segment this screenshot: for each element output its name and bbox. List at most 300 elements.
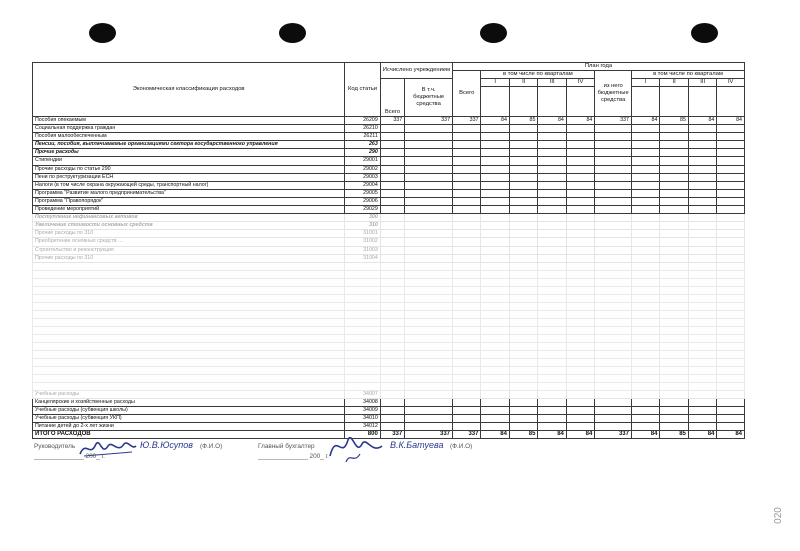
blank-cell xyxy=(538,310,566,318)
table-row-blank xyxy=(33,302,745,310)
row-value-cell xyxy=(509,149,537,157)
row-value-cell xyxy=(453,398,481,406)
header-q1: I xyxy=(481,79,509,87)
blank-cell xyxy=(453,374,481,382)
blank-cell xyxy=(380,382,404,390)
row-value-cell xyxy=(688,398,716,406)
row-value-cell xyxy=(631,414,659,422)
row-value-cell: 84 xyxy=(566,117,594,125)
row-value-cell xyxy=(405,173,453,181)
row-value-cell xyxy=(631,189,659,197)
row-value-cell xyxy=(595,214,632,222)
blank-cell xyxy=(481,342,509,350)
row-value-cell: 84 xyxy=(481,117,509,125)
row-value-cell xyxy=(566,133,594,141)
row-value-cell xyxy=(631,390,659,398)
blank-cell xyxy=(717,270,745,278)
row-value-cell xyxy=(453,157,481,165)
table-header xyxy=(33,63,745,117)
row-value-cell xyxy=(509,165,537,173)
blank-cell xyxy=(538,302,566,310)
punch-hole-3 xyxy=(480,23,507,43)
row-code: 29004 xyxy=(345,181,381,189)
blank-cell xyxy=(345,382,381,390)
header-q2: II xyxy=(509,79,537,87)
blank-cell xyxy=(717,294,745,302)
blank-cell xyxy=(33,286,345,294)
header-q1: I xyxy=(631,79,659,87)
row-value-cell xyxy=(405,214,453,222)
blank-cell xyxy=(345,278,381,286)
row-value-cell xyxy=(595,414,632,422)
row-value-cell: 85 xyxy=(660,431,688,439)
blank-cell xyxy=(481,334,509,342)
table-body xyxy=(33,117,745,439)
row-code: 31001 xyxy=(345,230,381,238)
row-value-cell xyxy=(631,238,659,246)
row-value-cell xyxy=(688,254,716,262)
blank-cell xyxy=(717,286,745,294)
blank-cell xyxy=(660,302,688,310)
row-value-cell xyxy=(405,206,453,214)
blank-cell xyxy=(345,342,381,350)
row-value-cell xyxy=(660,206,688,214)
row-value-cell xyxy=(660,406,688,414)
row-value-cell xyxy=(688,423,716,431)
row-value-cell xyxy=(566,157,594,165)
row-value-cell xyxy=(481,181,509,189)
row-label: Программа "Правопорядок" xyxy=(33,197,345,205)
row-value-cell xyxy=(717,398,745,406)
punch-hole-1 xyxy=(89,23,116,43)
table-row xyxy=(33,173,745,181)
row-value-cell xyxy=(717,246,745,254)
row-value-cell xyxy=(405,238,453,246)
row-value-cell xyxy=(660,157,688,165)
blank-cell xyxy=(566,326,594,334)
row-value-cell xyxy=(453,406,481,414)
table-row-blank xyxy=(33,382,745,390)
blank-cell xyxy=(566,382,594,390)
row-value-cell xyxy=(481,254,509,262)
row-value-cell xyxy=(481,173,509,181)
row-value-cell xyxy=(538,414,566,422)
row-label: Стипендии xyxy=(33,157,345,165)
header-quarters-all: в том числе по кварталам xyxy=(481,71,595,79)
blank-cell xyxy=(688,366,716,374)
blank-cell xyxy=(405,294,453,302)
row-value-cell xyxy=(453,133,481,141)
row-value-cell xyxy=(631,423,659,431)
row-value-cell xyxy=(538,206,566,214)
row-value-cell xyxy=(688,214,716,222)
table-row xyxy=(33,189,745,197)
row-value-cell xyxy=(380,181,404,189)
row-value-cell xyxy=(566,222,594,230)
blank-cell xyxy=(538,270,566,278)
row-value-cell xyxy=(380,125,404,133)
row-value-cell xyxy=(717,133,745,141)
row-value-cell xyxy=(631,197,659,205)
row-value-cell xyxy=(595,149,632,157)
blank-cell xyxy=(405,350,453,358)
blank-cell xyxy=(595,342,632,350)
row-value-cell: 84 xyxy=(688,117,716,125)
blank-cell xyxy=(405,334,453,342)
row-code: 29029 xyxy=(345,206,381,214)
row-value-cell xyxy=(688,238,716,246)
row-value-cell xyxy=(595,238,632,246)
blank-cell xyxy=(405,286,453,294)
row-value-cell xyxy=(660,254,688,262)
blank-cell xyxy=(538,382,566,390)
row-value-cell xyxy=(717,149,745,157)
row-value-cell xyxy=(566,246,594,254)
blank-cell xyxy=(688,358,716,366)
blank-cell xyxy=(509,342,537,350)
row-value-cell xyxy=(538,165,566,173)
row-value-cell xyxy=(481,214,509,222)
blank-cell xyxy=(509,302,537,310)
blank-cell xyxy=(509,326,537,334)
row-value-cell xyxy=(688,222,716,230)
blank-cell xyxy=(380,342,404,350)
row-value-cell xyxy=(453,414,481,422)
blank-cell xyxy=(345,262,381,270)
head-date: ______________ 200_ г. xyxy=(34,453,105,460)
row-value-cell xyxy=(717,423,745,431)
row-value-cell xyxy=(717,238,745,246)
row-value-cell xyxy=(717,157,745,165)
blank-cell xyxy=(595,334,632,342)
row-value-cell xyxy=(380,238,404,246)
blank-cell xyxy=(380,318,404,326)
blank-cell xyxy=(509,358,537,366)
row-value-cell xyxy=(453,141,481,149)
row-value-cell xyxy=(688,189,716,197)
blank-cell xyxy=(688,262,716,270)
row-value-cell xyxy=(538,214,566,222)
row-label: Пени по реструктуризации ЕСН xyxy=(33,173,345,181)
row-value-cell xyxy=(405,141,453,149)
row-value-cell xyxy=(717,406,745,414)
row-value-cell xyxy=(566,149,594,157)
blank-cell xyxy=(631,382,659,390)
row-value-cell xyxy=(595,125,632,133)
blank-cell xyxy=(481,278,509,286)
row-value-cell xyxy=(509,189,537,197)
row-value-cell xyxy=(595,390,632,398)
row-value-cell xyxy=(481,238,509,246)
blank-cell xyxy=(538,342,566,350)
row-value-cell xyxy=(481,390,509,398)
blank-cell xyxy=(566,286,594,294)
blank-cell xyxy=(688,270,716,278)
row-label: ИТОГО РАСХОДОВ xyxy=(33,431,345,439)
blank-cell xyxy=(405,374,453,382)
row-value-cell: 84 xyxy=(631,431,659,439)
row-value-cell xyxy=(453,222,481,230)
row-code: 31003 xyxy=(345,246,381,254)
blank-cell xyxy=(717,382,745,390)
row-value-cell: 337 xyxy=(380,117,404,125)
blank-cell xyxy=(595,286,632,294)
blank-cell xyxy=(33,270,345,278)
row-value-cell xyxy=(595,141,632,149)
table-row xyxy=(33,197,745,205)
blank-cell xyxy=(631,366,659,374)
row-code: 310 xyxy=(345,222,381,230)
blank-cell xyxy=(660,262,688,270)
table-row-blank xyxy=(33,262,745,270)
row-code: 300 xyxy=(345,214,381,222)
row-code: 26211 xyxy=(345,133,381,141)
blank-cell xyxy=(717,374,745,382)
row-value-cell xyxy=(566,181,594,189)
row-value-cell xyxy=(538,222,566,230)
row-value-cell xyxy=(566,414,594,422)
punch-hole-2 xyxy=(279,23,306,43)
row-value-cell: 84 xyxy=(566,431,594,439)
blank-cell xyxy=(660,374,688,382)
row-value-cell xyxy=(631,246,659,254)
blank-cell xyxy=(345,318,381,326)
blank-cell xyxy=(717,262,745,270)
blank-cell xyxy=(688,350,716,358)
accountant-name-hint: (Ф.И.О) xyxy=(450,443,473,450)
blank-cell xyxy=(688,302,716,310)
accountant-signature xyxy=(326,426,386,471)
row-value-cell xyxy=(660,246,688,254)
row-value-cell xyxy=(688,133,716,141)
row-value-cell xyxy=(631,125,659,133)
row-value-cell xyxy=(380,406,404,414)
row-value-cell xyxy=(688,246,716,254)
blank-cell xyxy=(509,366,537,374)
blank-cell xyxy=(566,334,594,342)
blank-cell xyxy=(538,326,566,334)
row-label: Поступление нефинансовых активов xyxy=(33,214,345,222)
table-row xyxy=(33,141,745,149)
row-value-cell xyxy=(688,197,716,205)
blank-cell xyxy=(380,326,404,334)
row-value-cell xyxy=(566,423,594,431)
blank-cell xyxy=(345,310,381,318)
row-value-cell xyxy=(631,181,659,189)
row-value-cell: 84 xyxy=(538,431,566,439)
row-value-cell: 337 xyxy=(380,431,404,439)
header-q2: II xyxy=(660,79,688,87)
row-value-cell xyxy=(509,398,537,406)
row-label: Питание детей до 2-х лет жизни xyxy=(33,423,345,431)
blank-cell xyxy=(595,382,632,390)
blank-cell xyxy=(660,350,688,358)
row-value-cell xyxy=(481,423,509,431)
blank-cell xyxy=(631,270,659,278)
row-code: 29003 xyxy=(345,173,381,181)
blank-cell xyxy=(481,270,509,278)
row-code: 29005 xyxy=(345,189,381,197)
table-row-blank xyxy=(33,294,745,302)
blank-cell xyxy=(345,358,381,366)
row-value-cell xyxy=(509,206,537,214)
row-value-cell xyxy=(481,206,509,214)
row-value-cell xyxy=(688,173,716,181)
row-value-cell xyxy=(595,181,632,189)
row-value-cell xyxy=(595,398,632,406)
blank-cell xyxy=(481,310,509,318)
blank-cell xyxy=(33,294,345,302)
blank-cell xyxy=(380,286,404,294)
row-value-cell xyxy=(595,165,632,173)
table-row-blank xyxy=(33,366,745,374)
blank-cell xyxy=(538,278,566,286)
blank-cell xyxy=(566,310,594,318)
table-row xyxy=(33,222,745,230)
row-value-cell xyxy=(595,189,632,197)
row-label: Канцелярские и хозяйственные расходы xyxy=(33,398,345,406)
table-row-blank xyxy=(33,342,745,350)
row-value-cell xyxy=(405,133,453,141)
row-value-cell xyxy=(380,149,404,157)
header-q4: IV xyxy=(566,79,594,87)
blank-cell xyxy=(405,366,453,374)
row-label: Учебные расходы xyxy=(33,390,345,398)
row-value-cell xyxy=(660,214,688,222)
row-value-cell xyxy=(660,165,688,173)
blank-cell xyxy=(595,318,632,326)
blank-cell xyxy=(631,310,659,318)
row-value-cell xyxy=(717,254,745,262)
blank-cell xyxy=(481,366,509,374)
row-code: 263 xyxy=(345,141,381,149)
blank-cell xyxy=(688,334,716,342)
blank-cell xyxy=(345,366,381,374)
blank-cell xyxy=(481,382,509,390)
blank-cell xyxy=(688,286,716,294)
blank-cell xyxy=(688,382,716,390)
row-value-cell xyxy=(380,133,404,141)
row-value-cell: 84 xyxy=(688,431,716,439)
row-value-cell xyxy=(405,406,453,414)
blank-cell xyxy=(481,302,509,310)
row-value-cell xyxy=(380,254,404,262)
row-label: Социальная поддержка граждан xyxy=(33,125,345,133)
row-code: 26209 xyxy=(345,117,381,125)
blank-cell xyxy=(595,270,632,278)
blank-cell xyxy=(538,350,566,358)
row-code: 34007 xyxy=(345,390,381,398)
row-value-cell: 84 xyxy=(717,431,745,439)
blank-cell xyxy=(717,302,745,310)
header-quarters-budget: в том числе по кварталам xyxy=(631,71,744,79)
blank-cell xyxy=(595,350,632,358)
blank-cell xyxy=(631,334,659,342)
blank-cell xyxy=(688,342,716,350)
blank-cell xyxy=(33,318,345,326)
table-row-blank xyxy=(33,310,745,318)
row-value-cell xyxy=(595,406,632,414)
row-value-cell xyxy=(405,157,453,165)
row-code: 29002 xyxy=(345,165,381,173)
blank-cell xyxy=(453,310,481,318)
blank-cell xyxy=(509,286,537,294)
table-row-blank xyxy=(33,326,745,334)
blank-cell xyxy=(33,350,345,358)
row-value-cell xyxy=(405,197,453,205)
blank-cell xyxy=(453,302,481,310)
blank-cell xyxy=(33,262,345,270)
blank-cell xyxy=(595,294,632,302)
row-value-cell xyxy=(453,423,481,431)
blank-cell xyxy=(453,294,481,302)
row-value-cell xyxy=(660,149,688,157)
blank-cell xyxy=(660,342,688,350)
table-row xyxy=(33,246,745,254)
row-value-cell xyxy=(481,230,509,238)
blank-cell xyxy=(566,342,594,350)
row-value-cell xyxy=(380,141,404,149)
blank-cell xyxy=(660,334,688,342)
blank-cell xyxy=(345,302,381,310)
header-computed-total: Всего xyxy=(380,79,404,117)
row-label: Учебные расходы (субвенция школы) xyxy=(33,406,345,414)
row-value-cell: 84 xyxy=(717,117,745,125)
blank-cell xyxy=(481,318,509,326)
row-value-cell xyxy=(688,149,716,157)
row-value-cell xyxy=(660,230,688,238)
row-value-cell xyxy=(631,165,659,173)
row-value-cell xyxy=(538,181,566,189)
header-q3: III xyxy=(688,79,716,87)
blank-cell xyxy=(538,318,566,326)
blank-cell xyxy=(688,318,716,326)
blank-cell xyxy=(405,262,453,270)
row-value-cell: 84 xyxy=(481,431,509,439)
row-value-cell xyxy=(688,414,716,422)
row-value-cell xyxy=(538,157,566,165)
row-value-cell xyxy=(481,398,509,406)
row-value-cell xyxy=(405,414,453,422)
blank-cell xyxy=(405,270,453,278)
blank-cell xyxy=(660,318,688,326)
row-value-cell xyxy=(380,197,404,205)
blank-cell xyxy=(453,326,481,334)
table-row xyxy=(33,157,745,165)
row-value-cell xyxy=(688,230,716,238)
blank-cell xyxy=(538,366,566,374)
blank-cell xyxy=(405,318,453,326)
table-row xyxy=(33,133,745,141)
blank-cell xyxy=(595,262,632,270)
blank-cell xyxy=(453,342,481,350)
row-label: Прочие расходы xyxy=(33,149,345,157)
page-stamp: 020 xyxy=(772,507,784,524)
row-value-cell xyxy=(380,414,404,422)
header-plan-total: Всего xyxy=(453,71,481,117)
row-value-cell xyxy=(566,230,594,238)
table-row xyxy=(33,406,745,414)
row-value-cell xyxy=(538,141,566,149)
row-value-cell xyxy=(405,254,453,262)
row-value-cell xyxy=(660,133,688,141)
blank-cell xyxy=(717,326,745,334)
row-value-cell xyxy=(453,189,481,197)
accountant-date: ______________ 200_ г. xyxy=(258,453,329,460)
accountant-label: Главный бухгалтер xyxy=(258,443,315,450)
header-computed: Исчислено учреждением xyxy=(380,63,452,79)
blank-cell xyxy=(345,286,381,294)
